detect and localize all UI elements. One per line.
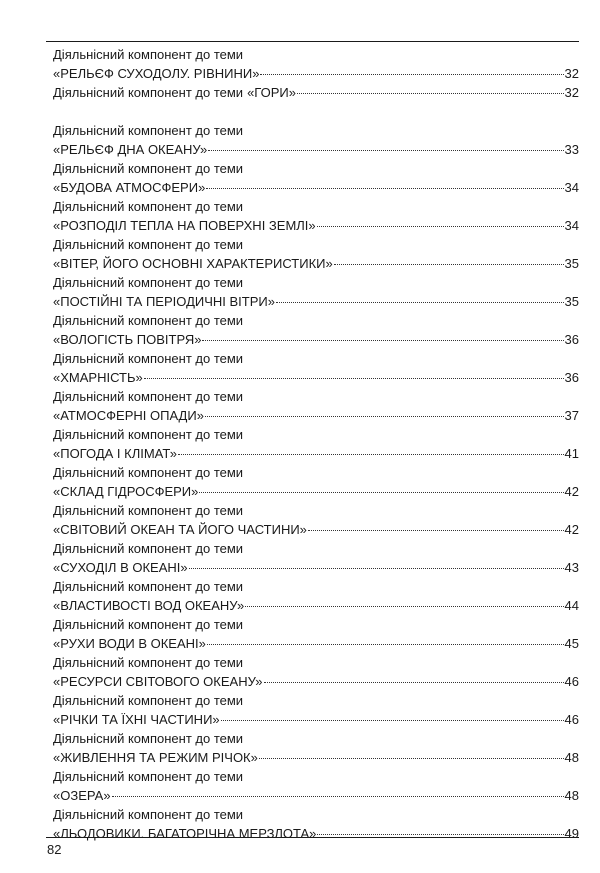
toc-entry [53, 539, 579, 577]
toc-entry-intro: Діяльнісний компонент до теми [53, 503, 244, 518]
toc-entry-line [53, 482, 579, 501]
toc-entry-line [53, 178, 579, 197]
toc-entry-page: 48 [564, 788, 579, 803]
toc-entry-line [53, 596, 579, 615]
dot-leader [206, 178, 563, 189]
toc-entry [53, 121, 579, 159]
toc-entry-line [53, 710, 579, 729]
toc-entry-title: «ХМАРНІСТЬ» [53, 370, 143, 385]
toc-entry-title: «ВІТЕР, ЙОГО ОСНОВНІ ХАРАКТЕРИСТИКИ» [53, 256, 333, 271]
dot-leader [205, 406, 564, 417]
toc-entry [53, 577, 579, 615]
dot-leader [317, 216, 564, 227]
toc-entry-line [53, 330, 579, 349]
table-of-contents [53, 45, 579, 843]
toc-entry [53, 425, 579, 463]
toc-entry-page: 32 [564, 66, 579, 81]
toc-entry-line [53, 672, 579, 691]
toc-entry-intro: Діяльнісний компонент до теми [53, 237, 244, 252]
toc-entry-title: «РЕЛЬЄФ СУХОДОЛУ. РІВНИНИ» [53, 66, 260, 81]
toc-entry [53, 387, 579, 425]
dot-leader [317, 824, 563, 835]
toc-entry-intro: Діяльнісний компонент до теми [53, 275, 244, 290]
dot-leader [189, 558, 564, 569]
toc-entry-intro: Діяльнісний компонент до теми [53, 161, 244, 176]
toc-entry-page: 34 [564, 218, 579, 233]
toc-entry [53, 235, 579, 273]
toc-entry [53, 691, 579, 729]
toc-entry [53, 615, 579, 653]
toc-entry [53, 463, 579, 501]
toc-entry [53, 45, 579, 83]
toc-entry [53, 729, 579, 767]
toc-entry-intro: Діяльнісний компонент до теми [53, 313, 244, 328]
toc-entry-title: «БУДОВА АТМОСФЕРИ» [53, 180, 206, 195]
toc-entry-intro: Діяльнісний компонент до теми [53, 465, 244, 480]
toc-entry-page: 44 [564, 598, 579, 613]
toc-entry-line [53, 292, 579, 311]
toc-entry-title: «ПОСТІЙНІ ТА ПЕРІОДИЧНІ ВІТРИ» [53, 294, 275, 309]
page-number: 82 [47, 842, 62, 857]
toc-entry-line [53, 748, 579, 767]
toc-entry [53, 653, 579, 691]
toc-entry-page: 41 [564, 446, 579, 461]
dot-leader [276, 292, 564, 303]
toc-entry-title: «РУХИ ВОДИ В ОКЕАНІ» [53, 636, 206, 651]
toc-entry-title: «ЛЬОДОВИКИ. БАГАТОРІЧНА МЕРЗЛОТА» [53, 826, 317, 841]
dot-leader [297, 83, 564, 94]
toc-entry-title: «ВОЛОГІСТЬ ПОВІТРЯ» [53, 332, 202, 347]
bottom-rule [46, 837, 579, 838]
toc-entry-line [53, 83, 579, 102]
toc-entry-intro: Діяльнісний компонент до теми [53, 731, 244, 746]
toc-entry-title: «ОЗЕРА» [53, 788, 111, 803]
toc-entry-line [53, 254, 579, 273]
toc-entry-intro: Діяльнісний компонент до теми [53, 123, 244, 138]
dot-leader [308, 520, 564, 531]
dot-leader [245, 596, 563, 607]
toc-entry-intro: Діяльнісний компонент до теми [53, 693, 244, 708]
toc-entry-page: 42 [564, 522, 579, 537]
toc-entry-title: «ПОГОДА І КЛІМАТ» [53, 446, 177, 461]
dot-leader [259, 748, 564, 759]
dot-leader [264, 672, 564, 683]
toc-entry-line [53, 368, 579, 387]
dot-leader [208, 140, 563, 151]
toc-entry-line [53, 558, 579, 577]
dot-leader [260, 64, 563, 75]
toc-entry-page: 35 [564, 294, 579, 309]
dot-leader [112, 786, 564, 797]
toc-entry-page: 42 [564, 484, 579, 499]
toc-entry-title: «ЖИВЛЕННЯ ТА РЕЖИМ РІЧОК» [53, 750, 258, 765]
toc-entry [53, 83, 579, 121]
toc-entry-page: 37 [564, 408, 579, 423]
toc-entry-line [53, 216, 579, 235]
dot-leader [199, 482, 563, 493]
toc-entry-title: «АТМОСФЕРНІ ОПАДИ» [53, 408, 204, 423]
toc-entry-line [53, 634, 579, 653]
toc-entry-line [53, 444, 579, 463]
toc-entry-intro: Діяльнісний компонент до теми [53, 427, 244, 442]
toc-entry-title: «РІЧКИ ТА ЇХНІ ЧАСТИНИ» [53, 712, 220, 727]
toc-entry-title: «СУХОДІЛ В ОКЕАНІ» [53, 560, 188, 575]
toc-entry-intro: Діяльнісний компонент до теми [53, 351, 244, 366]
toc-entry-page: 46 [564, 674, 579, 689]
toc-entry-intro: Діяльнісний компонент до теми [53, 617, 244, 632]
toc-entry [53, 501, 579, 539]
toc-entry-line [53, 824, 579, 843]
toc-entry-page: 35 [564, 256, 579, 271]
toc-entry-intro: Діяльнісний компонент до теми [53, 199, 244, 214]
toc-entry-line [53, 786, 579, 805]
toc-entry-page: 32 [564, 85, 579, 100]
dot-leader [334, 254, 564, 265]
toc-entry-intro: Діяльнісний компонент до теми [53, 655, 244, 670]
toc-entry-title: «РЕСУРСИ СВІТОВОГО ОКЕАНУ» [53, 674, 263, 689]
toc-entry-page: 34 [564, 180, 579, 195]
toc-entry [53, 273, 579, 311]
dot-leader [144, 368, 564, 379]
toc-entry-line [53, 64, 579, 83]
toc-entry-title: «РЕЛЬЄФ ДНА ОКЕАНУ» [53, 142, 208, 157]
toc-entry-title: «СКЛАД ГІДРОСФЕРИ» [53, 484, 199, 499]
dot-leader [178, 444, 564, 455]
toc-entry-intro: Діяльнісний компонент до теми [53, 579, 244, 594]
toc-entry-line [53, 520, 579, 539]
toc-entry-title: «РОЗПОДІЛ ТЕПЛА НА ПОВЕРХНІ ЗЕМЛІ» [53, 218, 316, 233]
toc-entry-title: «ГОРИ» [247, 85, 296, 100]
toc-entry-page: 49 [564, 826, 579, 841]
toc-entry [53, 311, 579, 349]
toc-entry-intro: Діяльнісний компонент до теми [53, 47, 244, 62]
toc-entry-intro: Діяльнісний компонент до теми [53, 541, 244, 556]
toc-entry-page: 33 [564, 142, 579, 157]
toc-entry [53, 349, 579, 387]
top-rule [46, 41, 579, 42]
toc-entry-text: Діяльнісний компонент до теми [53, 85, 244, 100]
toc-entry [53, 197, 579, 235]
toc-entry-page: 36 [564, 370, 579, 385]
toc-entry-title: «ВЛАСТИВОСТІ ВОД ОКЕАНУ» [53, 598, 245, 613]
toc-entry-page: 36 [564, 332, 579, 347]
toc-entry-title: «СВІТОВИЙ ОКЕАН ТА ЙОГО ЧАСТИНИ» [53, 522, 307, 537]
toc-entry-intro: Діяльнісний компонент до теми [53, 807, 244, 822]
dot-leader [221, 710, 564, 721]
toc-entry-page: 48 [564, 750, 579, 765]
toc-entry-intro: Діяльнісний компонент до теми [53, 769, 244, 784]
toc-entry [53, 159, 579, 197]
dot-leader [202, 330, 563, 341]
toc-entry-line [53, 140, 579, 159]
toc-entry-line [53, 406, 579, 425]
toc-entry-page: 46 [564, 712, 579, 727]
toc-entry-page: 45 [564, 636, 579, 651]
toc-entry-intro: Діяльнісний компонент до теми [53, 389, 244, 404]
toc-entry [53, 767, 579, 805]
dot-leader [207, 634, 564, 645]
toc-entry-page: 43 [564, 560, 579, 575]
